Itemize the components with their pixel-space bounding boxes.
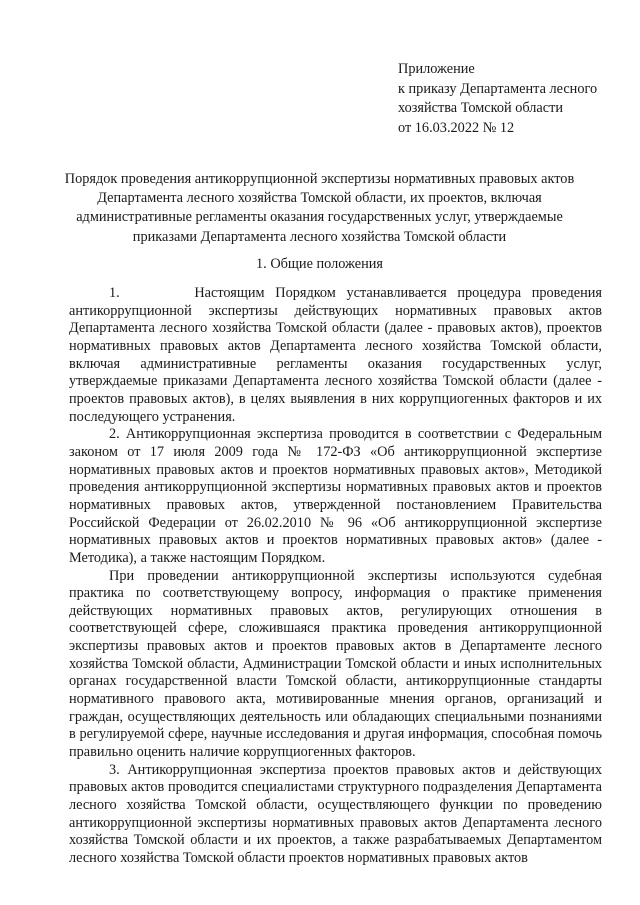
title-line: Департамента лесного хозяйства Томской области, их проектов, включая [97, 190, 542, 207]
section-heading: 1. Общие положения [256, 256, 383, 272]
document-body [69, 285, 602, 868]
document-title [64, 170, 575, 247]
paragraph-3: При проведении антикоррупционной экспертизы используются судебная практика по соответствующему вопросу, информация о практике применения действующих нормативных правовых актов, регулирующих отношения в соответствующей сфере, сложившаяся практика проведения антикоррупционной экспертизы правовых актов и проектов правовых актов в Департаменте лесного хозяйства Томской области, Администрации Томской области и иных исполнительных органах государственной власти Томской области, антикоррупционные стандарты нормативного правового акта, мотивированные мнения органов, организаций и граждан, осуществляющих деятельность или обладающих специальными познаниями в регулируемой сфере, научные исследования и другая информация, способная помочь правильно оценить наличие коррупциогенных факторов. [69, 567, 602, 761]
paragraph-1: 1. Настоящим Порядком устанавливается процедура проведения антикоррупционной экспертизы действующих нормативных правовых актов Департамента лесного хозяйства Томской области (далее - правовых актов), проектов нормативных правовых актов Департамента лесного хозяйства Томской области, включая административные регламенты оказания государственных услуг, утверждаемые приказами Департамента лесного хозяйства Томской области (далее - проектов правовых актов), в целях выявления в них коррупциогенных факторов и их последующего устранения. [69, 285, 602, 425]
appendix-line: хозяйства Томской области [398, 100, 564, 116]
appendix-block [398, 60, 618, 138]
title-line: приказами Департамента лесного хозяйства Томской области [132, 228, 507, 245]
appendix-date-number: от 16.03.2022 № 12 [398, 119, 515, 136]
title-line: Порядок проведения антикоррупционной экспертизы нормативных правовых актов [64, 171, 575, 187]
appendix-line: к приказу Департамента лесного [398, 80, 598, 97]
paragraph-2: 2. Антикоррупционная экспертиза проводится в соответствии с Федеральным законом от 17 июля 2009 года № 172-ФЗ «Об антикоррупционной экспертизе нормативных правовых актов и проектов нормативных правовых актов», Методикой проведения антикоррупционной экспертизы нормативных правовых актов и проектов нормативных правовых актов, утвержденной постановлением Правительства Российской Федерации от 26.02.2010 № 96 «Об антикоррупционной экспертизе нормативных правовых актов и проектов нормативных правовых актов» (далее - Методика), а также настоящим Порядком. [69, 426, 602, 566]
paragraph-4: 3. Антикоррупционная экспертиза проектов правовых актов и действующих правовых актов проводится специалистами структурного подразделения Департамента лесного хозяйства Томской области, осуществляющего функции по проведению антикоррупционной экспертизы нормативных правовых актов Департамента лесного хозяйства Томской области и их проектов, а также разрабатываемых Департаментом лесного хозяйства Томской области проектов нормативных правовых актов [69, 761, 602, 866]
title-line: административные регламенты оказания государственных услуг, утверждаемые [76, 209, 563, 226]
appendix-line: Приложение [398, 61, 475, 77]
